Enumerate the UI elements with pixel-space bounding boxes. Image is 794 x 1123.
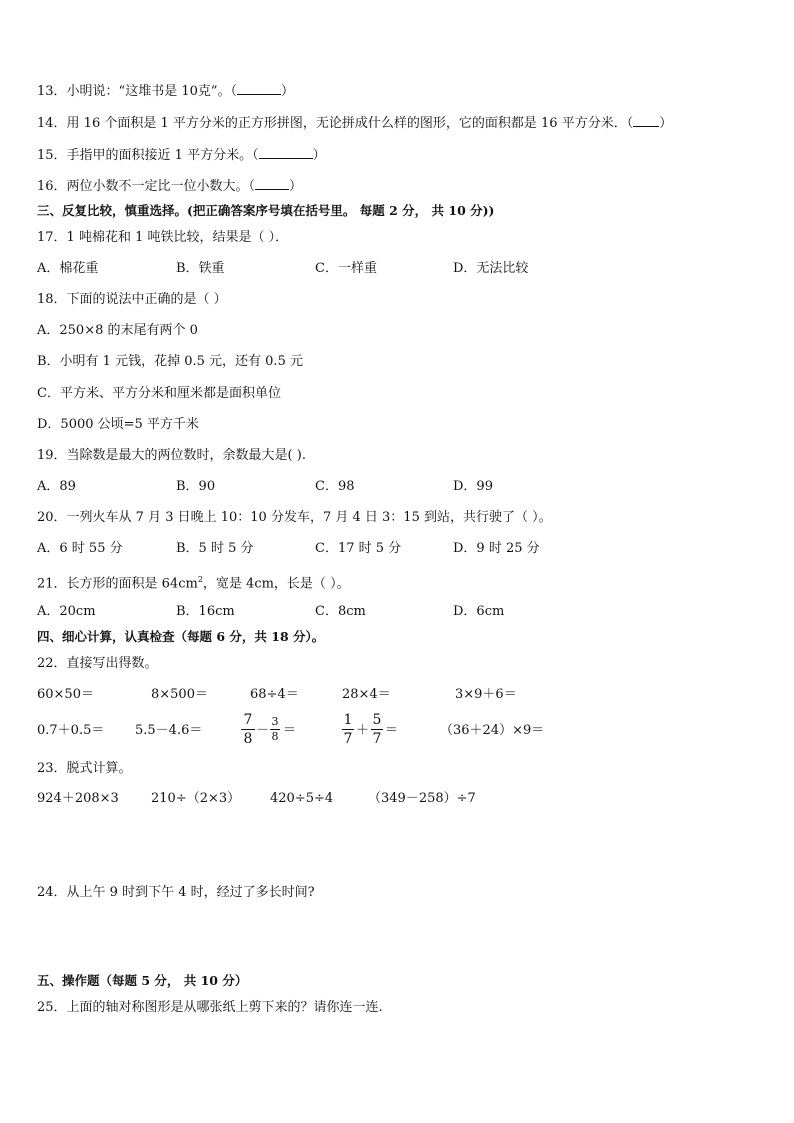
answer-blank[interactable] bbox=[237, 82, 281, 95]
question-15: 15．手指甲的面积接近 1 平方分米。（ ） bbox=[37, 148, 326, 163]
section-5-heading: 五、操作题（每题 5 分， 共 10 分） bbox=[37, 973, 248, 988]
question-21-stem: 21．长方形的面积是 $64cm^2$，宽是 4cm，长是（ ）。 bbox=[37, 575, 350, 592]
q19-option-c: C．98 bbox=[315, 479, 355, 494]
q20-option-b: B．5 时 5 分 bbox=[176, 541, 254, 556]
plus-sign: ＋ bbox=[356, 723, 370, 738]
question-14: 14．用 16 个面积是 1 平方分米的正方形拼图，无论拼成什么样的图形，它的面积都是 16 平方分米．（ ） bbox=[37, 116, 673, 131]
answer-blank[interactable] bbox=[255, 177, 289, 190]
calc-item: 28×4＝ bbox=[342, 687, 391, 702]
q17-option-d: D．无法比较 bbox=[453, 261, 529, 276]
question-19-stem: 19．当除数是最大的两位数时，余数最大是( ). bbox=[37, 448, 306, 463]
fraction-7-8: 7 8 bbox=[241, 712, 255, 747]
calc-item: 68÷4＝ bbox=[250, 687, 299, 702]
q21-option-b: B．16cm bbox=[176, 604, 235, 619]
q17-option-c: C．一样重 bbox=[315, 261, 377, 276]
q20-option-a: A．6 时 55 分 bbox=[37, 541, 123, 556]
calc-item: 60×50＝ bbox=[37, 687, 94, 702]
question-23-stem: 23．脱式计算。 bbox=[37, 761, 132, 776]
q17-option-b: B．铁重 bbox=[176, 261, 225, 276]
q19-option-d: D．99 bbox=[453, 479, 493, 494]
step-calc-item: 210÷（2×3） bbox=[151, 791, 241, 806]
q18-option-a: A．250×8 的末尾有两个 0 bbox=[37, 323, 198, 338]
calc-item: 5.5－4.6＝ bbox=[135, 723, 203, 738]
answer-blank[interactable] bbox=[633, 114, 659, 127]
step-calc-item: （349－258）÷7 bbox=[368, 791, 476, 806]
fraction-5-7: 5 7 bbox=[372, 712, 382, 747]
question-25-stem: 25．上面的轴对称图形是从哪张纸上剪下来的？请你连一连. bbox=[37, 1000, 383, 1015]
equals-sign: ＝ bbox=[385, 723, 399, 738]
q17-option-a: A．棉花重 bbox=[37, 261, 99, 276]
q19-option-a: A．89 bbox=[37, 479, 76, 494]
calc-item: 0.7＋0.5＝ bbox=[37, 723, 105, 738]
fraction-1-7: 1 7 bbox=[343, 712, 353, 747]
question-20-stem: 20．一列火车从 7 月 3 日晚上 10：10 分发车，7 月 4 日 3：15 到站，共行驶了（ ）。 bbox=[37, 510, 552, 525]
minus-sign: － bbox=[256, 723, 270, 738]
calc-item: 8×500＝ bbox=[151, 687, 208, 702]
section-3-heading: 三、反复比较，慎重选择。(把正确答案序号填在括号里。 每题 2 分， 共 10 分)) bbox=[37, 203, 495, 218]
q18-option-d: D．5000 公顷=5 平方千米 bbox=[37, 417, 199, 432]
q21-option-a: A．20cm bbox=[37, 604, 96, 619]
question-17-stem: 17．1 吨棉花和 1 吨铁比较，结果是（ ）． bbox=[37, 230, 289, 245]
question-22-stem: 22．直接写出得数。 bbox=[37, 656, 158, 671]
equals-sign: ＝ bbox=[283, 723, 297, 738]
section-4-heading: 四、细心计算，认真检查（每题 6 分，共 18 分）。 bbox=[37, 629, 325, 644]
calc-item: 3×9＋6＝ bbox=[455, 687, 517, 702]
q18-option-c: C．平方米、平方分米和厘米都是面积单位 bbox=[37, 386, 281, 401]
question-13: 13．小明说：“这堆书是 10克”。（ ） bbox=[37, 84, 295, 99]
q21-option-c: C．8cm bbox=[315, 604, 366, 619]
question-24-stem: 24．从上午 9 时到下午 4 时，经过了多长时间? bbox=[37, 885, 315, 900]
calc-item: （36＋24）×9＝ bbox=[440, 723, 545, 738]
step-calc-item: 924＋208×3 bbox=[37, 791, 119, 806]
step-calc-item: 420÷5÷4 bbox=[270, 791, 334, 806]
question-16: 16．两位小数不一定比一位小数大。（ ） bbox=[37, 179, 303, 194]
q21-option-d: D．6cm bbox=[453, 604, 505, 619]
q19-option-b: B．90 bbox=[176, 479, 216, 494]
question-18-stem: 18．下面的说法中正确的是（ ） bbox=[37, 292, 227, 307]
q20-option-d: D．9 时 25 分 bbox=[453, 541, 540, 556]
fraction-3-8: 3 8 bbox=[271, 715, 279, 743]
q18-option-b: B．小明有 1 元钱，花掉 0.5 元，还有 0.5 元 bbox=[37, 354, 303, 369]
answer-blank[interactable] bbox=[259, 146, 313, 159]
q20-option-c: C．17 时 5 分 bbox=[315, 541, 402, 556]
